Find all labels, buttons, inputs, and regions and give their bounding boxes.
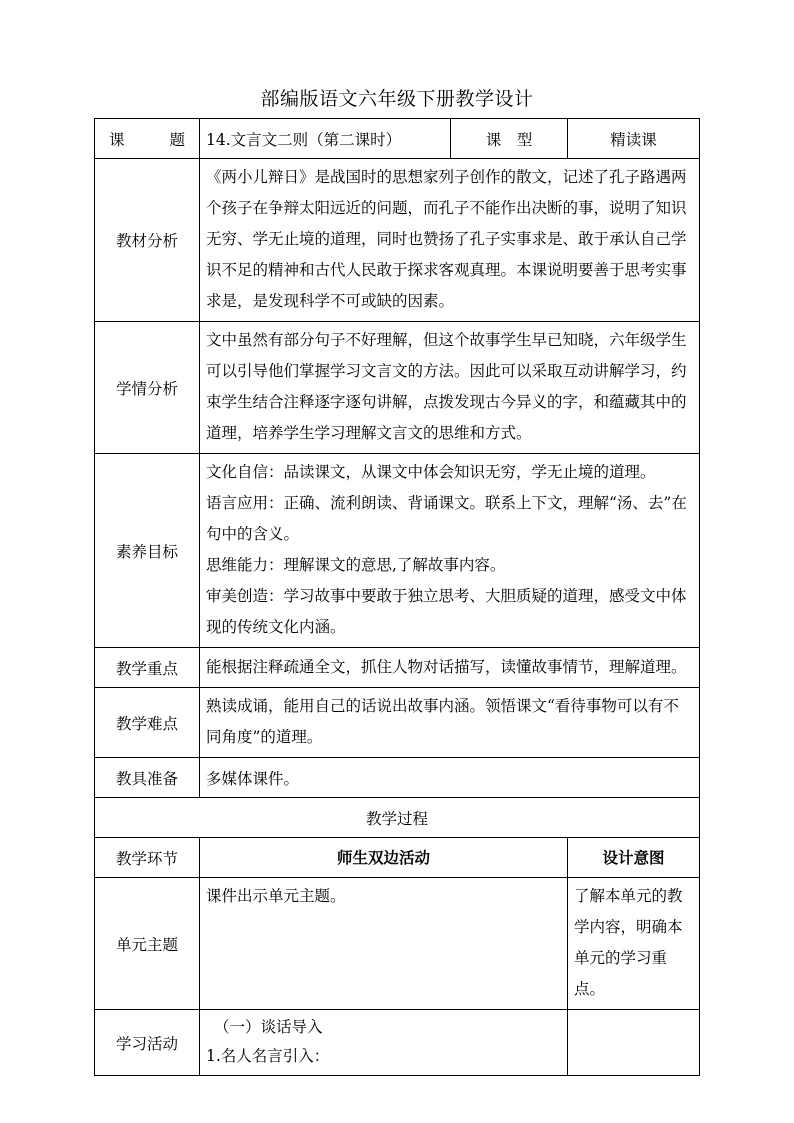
student-analysis-text: 文中虽然有部分句子不好理解，但这个故事学生早已知晓，六年级学生可以引导他们掌握学习文言文的方法。因此可以采取互动讲解学习，约束学生结合注释逐字逐句讲解，点拨发现古今异义的字，和蕴藏其中的道理，培养学生学习理解文言文的思维和方式。 [200, 322, 700, 454]
type-value: 精读课 [568, 119, 700, 159]
header-row [95, 119, 700, 159]
lesson-plan-table [94, 118, 700, 1076]
tools-label: 教具准备 [95, 758, 200, 798]
activity-unit-theme: 课件出示单元主题。 [200, 878, 568, 1010]
process-header-row [95, 838, 700, 878]
activity-step-quote: 1.名人名言引入： [206, 1047, 330, 1065]
tools-text: 多媒体课件。 [200, 758, 700, 798]
intent-learning-activity [568, 1010, 700, 1076]
goal-culture: 文化自信：品读课文，从课文中体会知识无穷，学无止境的道理。 [206, 463, 656, 481]
literacy-goals-row [95, 454, 700, 648]
key-points-text: 能根据注释疏通全文，抓住人物对话描写，读懂故事情节，理解道理。 [200, 648, 700, 688]
process-row-learning-activity [95, 1010, 700, 1076]
activity-column-header: 师生双边活动 [200, 838, 568, 878]
intent-unit-theme: 了解本单元的教学内容，明确本单元的学习重点。 [568, 878, 700, 1010]
topic-label: 课 题 [95, 119, 200, 159]
material-analysis-row [95, 159, 700, 322]
type-label: 课 型 [451, 119, 568, 159]
activity-learning [200, 1010, 568, 1076]
student-analysis-label: 学情分析 [95, 322, 200, 454]
stage-unit-theme: 单元主题 [95, 878, 200, 1010]
process-title: 教学过程 [95, 798, 700, 838]
goal-aesthetic: 审美创造：学习故事中要敢于独立思考、大胆质疑的道理，感受文中体现的传统文化内涵。 [206, 587, 687, 636]
key-points-label: 教学重点 [95, 648, 200, 688]
goal-thinking: 思维能力：理解课文的意思,了解故事内容。 [206, 556, 506, 574]
difficulties-label: 教学难点 [95, 688, 200, 758]
stage-learning-activity: 学习活动 [95, 1010, 200, 1076]
process-row-unit-theme [95, 878, 700, 1010]
stage-column-header: 教学环节 [95, 838, 200, 878]
material-analysis-text: 《两小儿辩日》是战国时的思想家列子创作的散文，记述了孔子路遇两个孩子在争辩太阳远近的问题，而孔子不能作出决断的事，说明了知识无穷、学无止境的道理，同时也赞扬了孔子实事求是、敢于承认自己学识不足的精神和古代人民敢于探求客观真理。本课说明要善于思考实事求是，是发现科学不可或缺的因素。 [200, 159, 700, 322]
goal-language: 语言应用：正确、流利朗读、背诵课文。联系上下文，理解“汤、去”在句中的含义。 [206, 494, 687, 543]
key-points-row [95, 648, 700, 688]
intent-column-header: 设计意图 [568, 838, 700, 878]
material-analysis-label: 教材分析 [95, 159, 200, 322]
topic-value: 14.文言文二则（第二课时） [200, 119, 451, 159]
literacy-goals-label: 素养目标 [95, 454, 200, 648]
difficulties-row [95, 688, 700, 758]
document-title: 部编版语文六年级下册教学设计 [260, 88, 534, 110]
student-analysis-row [95, 322, 700, 454]
tools-row [95, 758, 700, 798]
process-title-row [95, 798, 700, 838]
activity-step-intro: （一）谈话导入 [214, 1018, 323, 1036]
difficulties-text: 熟读成诵，能用自己的话说出故事内涵。领悟课文“看待事物可以有不同角度”的道理。 [200, 688, 700, 758]
literacy-goals-list [200, 454, 700, 648]
